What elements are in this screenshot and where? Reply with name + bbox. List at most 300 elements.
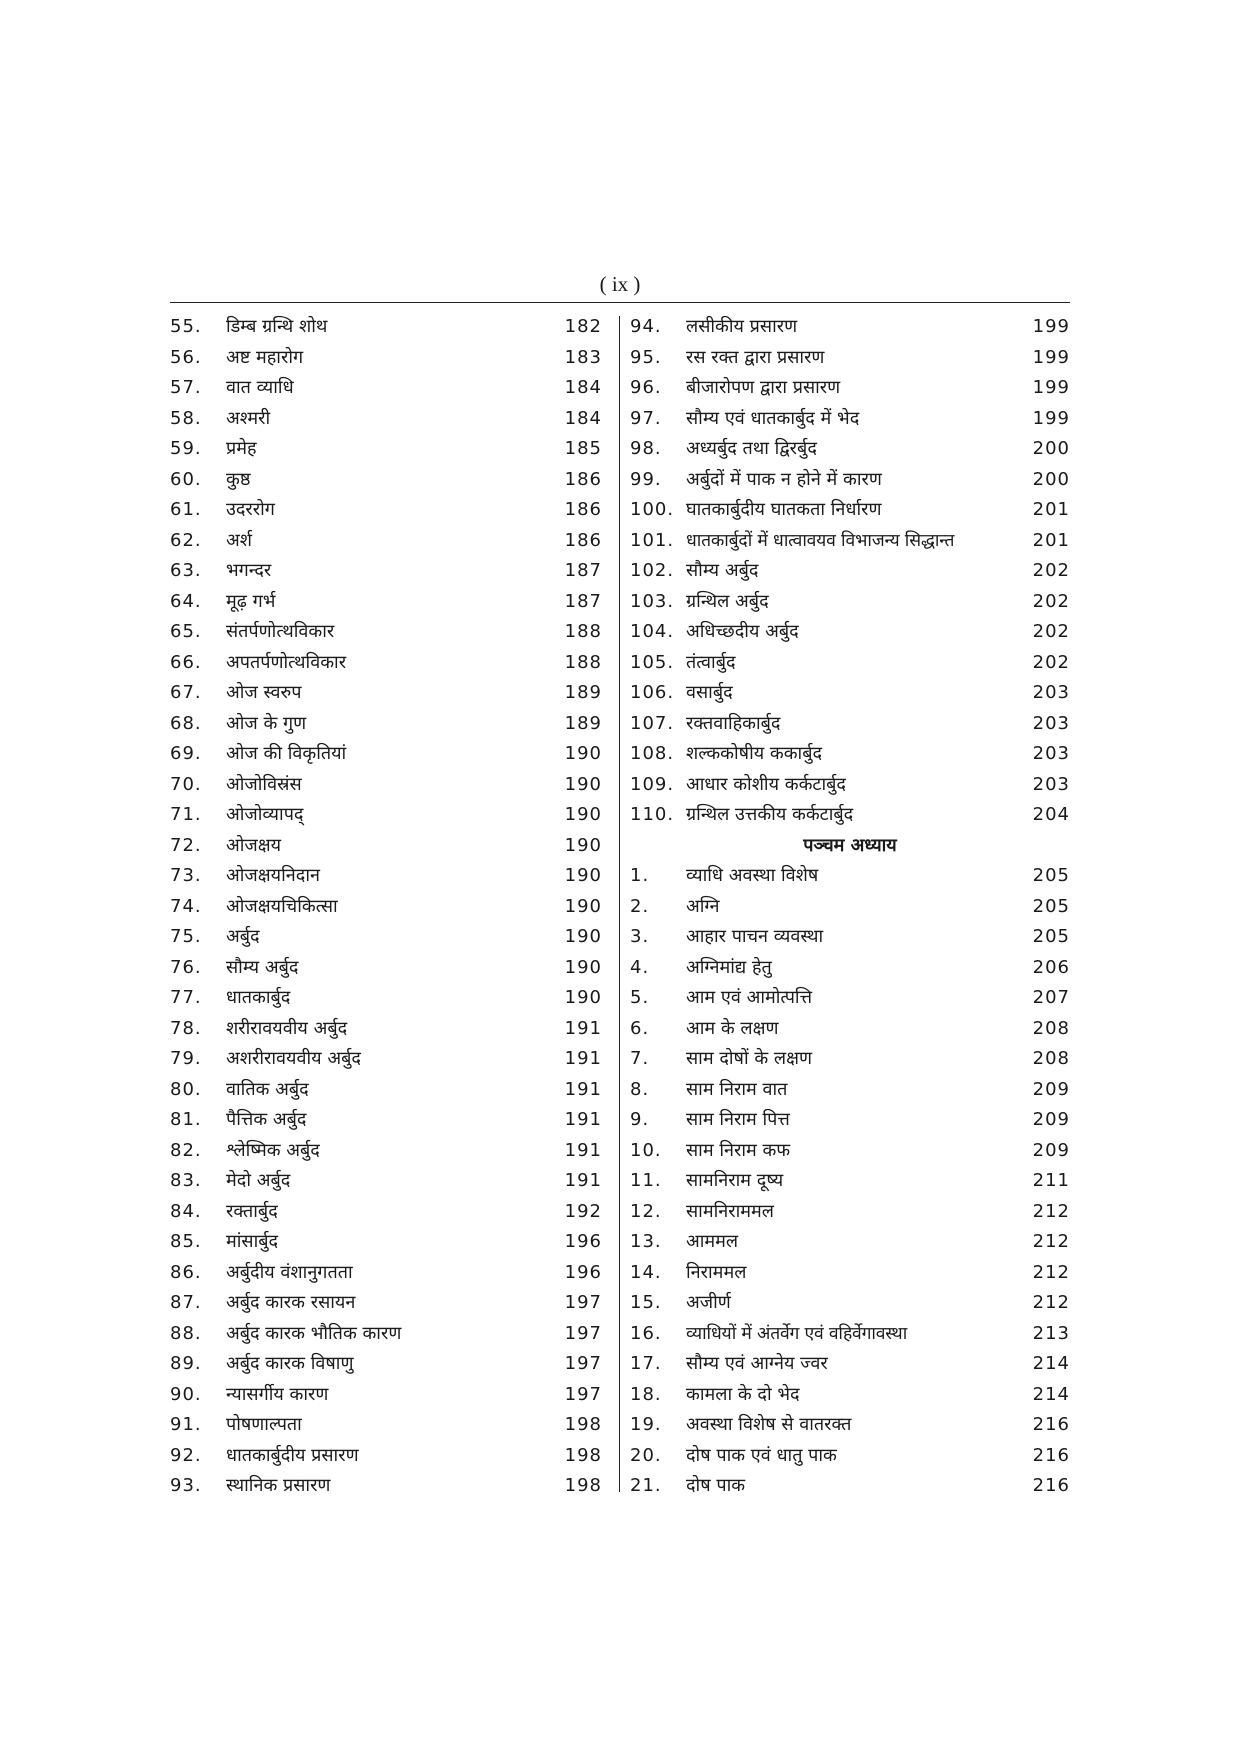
entry-title: व्याधियों में अंतर्वेग एवं वहिर्वेगावस्था bbox=[686, 1323, 908, 1344]
entry-number: 86. bbox=[170, 1261, 202, 1283]
entry-page: 188 bbox=[564, 621, 602, 642]
entry-number: 68. bbox=[170, 712, 202, 734]
toc-entry bbox=[630, 922, 1070, 953]
toc-entry bbox=[630, 1075, 1070, 1106]
toc-entry bbox=[630, 1380, 1070, 1411]
entry-page: 212 bbox=[1032, 1261, 1070, 1283]
entry-number: 108. bbox=[630, 743, 675, 764]
entry-page: 200 bbox=[1032, 438, 1070, 459]
entry-page: 190 bbox=[564, 865, 602, 886]
entry-page: 196 bbox=[564, 1231, 602, 1252]
entry-page: 214 bbox=[1032, 1353, 1070, 1374]
toc-entry bbox=[170, 312, 602, 343]
entry-number: 61. bbox=[170, 499, 202, 520]
entry-title: ओजोव्यापद् bbox=[226, 804, 304, 825]
toc-entry bbox=[170, 739, 602, 770]
toc-entry bbox=[630, 1471, 1070, 1502]
entry-page: 183 bbox=[564, 346, 602, 368]
entry-page: 201 bbox=[1032, 499, 1070, 520]
entry-page: 201 bbox=[1032, 529, 1070, 551]
entry-number: 4. bbox=[630, 956, 650, 978]
entry-page: 216 bbox=[1032, 1475, 1070, 1496]
entry-title: सौम्य एवं आग्नेय ज्वर bbox=[686, 1353, 828, 1374]
toc-entry bbox=[630, 1105, 1070, 1136]
entry-page: 212 bbox=[1032, 1200, 1070, 1222]
toc-entry bbox=[630, 1410, 1070, 1441]
entry-page: 190 bbox=[564, 804, 602, 825]
toc-entry bbox=[630, 343, 1070, 374]
toc-entry bbox=[630, 1044, 1070, 1075]
entry-title: आहार पाचन व्यवस्था bbox=[686, 926, 824, 947]
entry-number: 63. bbox=[170, 560, 202, 581]
entry-number: 102. bbox=[630, 560, 675, 581]
entry-page: 203 bbox=[1032, 712, 1070, 734]
toc-entry bbox=[170, 1197, 602, 1228]
entry-page: 187 bbox=[564, 560, 602, 581]
left-column bbox=[170, 312, 602, 1502]
entry-page: 191 bbox=[564, 1109, 602, 1130]
entry-page: 197 bbox=[564, 1353, 602, 1374]
entry-number: 57. bbox=[170, 377, 202, 398]
entry-page: 190 bbox=[564, 926, 602, 947]
toc-entry bbox=[170, 953, 602, 984]
entry-number: 59. bbox=[170, 438, 202, 459]
entry-title: कामला के दो भेद bbox=[686, 1383, 800, 1405]
entry-page: 203 bbox=[1032, 682, 1070, 703]
entry-page: 198 bbox=[564, 1475, 602, 1496]
entry-page: 198 bbox=[564, 1444, 602, 1466]
entry-number: 69. bbox=[170, 743, 202, 764]
toc-entry bbox=[170, 1319, 602, 1350]
entry-title: दोष पाक एवं धातु पाक bbox=[686, 1444, 837, 1466]
toc-entry bbox=[170, 343, 602, 374]
entry-page: 212 bbox=[1032, 1231, 1070, 1252]
entry-page: 212 bbox=[1032, 1292, 1070, 1313]
entry-page: 197 bbox=[564, 1383, 602, 1405]
entry-number: 16. bbox=[630, 1322, 662, 1344]
entry-title: मूढ़ गर्भ bbox=[226, 590, 276, 612]
toc-entry bbox=[630, 1319, 1070, 1350]
entry-page: 191 bbox=[564, 1048, 602, 1069]
entry-title: अशरीरावयवीय अर्बुद bbox=[226, 1048, 361, 1069]
entry-page: 203 bbox=[1032, 773, 1070, 795]
toc-entry bbox=[170, 1136, 602, 1167]
entry-number: 75. bbox=[170, 926, 202, 947]
entry-number: 72. bbox=[170, 834, 202, 856]
entry-page: 200 bbox=[1032, 468, 1070, 490]
entry-title: शरीरावयवीय अर्बुद bbox=[226, 1017, 348, 1039]
entry-page: 207 bbox=[1032, 987, 1070, 1008]
entry-page: 205 bbox=[1032, 895, 1070, 917]
entry-page: 209 bbox=[1032, 1109, 1070, 1130]
chapter-heading bbox=[630, 831, 1070, 862]
entry-title: ओज के गुण bbox=[226, 712, 307, 734]
toc-entry bbox=[630, 983, 1070, 1014]
entry-title: श्लेष्मिक अर्बुद bbox=[226, 1139, 320, 1161]
entry-title: अग्नि bbox=[686, 895, 720, 917]
entry-number: 20. bbox=[630, 1444, 662, 1466]
entry-title: अर्श bbox=[226, 529, 252, 551]
entry-page: 199 bbox=[1032, 377, 1070, 398]
entry-page: 188 bbox=[564, 651, 602, 673]
entry-title: अर्बुद कारक रसायन bbox=[226, 1292, 356, 1313]
entry-title: अजीर्ण bbox=[686, 1292, 731, 1313]
toc-entry bbox=[630, 1014, 1070, 1045]
toc-entry bbox=[630, 953, 1070, 984]
toc-entry bbox=[170, 892, 602, 923]
entry-number: 62. bbox=[170, 529, 202, 551]
toc-entry bbox=[630, 1197, 1070, 1228]
toc-entry bbox=[630, 648, 1070, 679]
entry-page: 197 bbox=[564, 1292, 602, 1313]
entry-number: 8. bbox=[630, 1078, 650, 1100]
toc-entry bbox=[170, 434, 602, 465]
entry-page: 190 bbox=[564, 956, 602, 978]
entry-title: सौम्य अर्बुद bbox=[226, 956, 299, 978]
entry-number: 100. bbox=[630, 499, 675, 520]
entry-title: अर्बुदीय वंशानुगतता bbox=[226, 1261, 353, 1283]
entry-page: 190 bbox=[564, 987, 602, 1008]
entry-number: 58. bbox=[170, 407, 202, 429]
entry-title: तंत्वार्बुद bbox=[686, 651, 736, 673]
toc-entry bbox=[170, 1349, 602, 1380]
entry-title: सौम्य एवं धातकार्बुद में भेद bbox=[686, 407, 860, 429]
entry-title: लसीकीय प्रसारण bbox=[686, 316, 798, 337]
toc-entry bbox=[170, 1380, 602, 1411]
entry-page: 211 bbox=[1032, 1170, 1070, 1191]
toc-entry bbox=[630, 404, 1070, 435]
entry-number: 71. bbox=[170, 804, 202, 825]
entry-title: पोषणाल्पता bbox=[226, 1414, 302, 1435]
entry-number: 95. bbox=[630, 346, 662, 368]
entry-page: 206 bbox=[1032, 956, 1070, 978]
entry-number: 65. bbox=[170, 621, 202, 642]
toc-entry bbox=[630, 587, 1070, 618]
entry-title: वसार्बुद bbox=[686, 682, 733, 703]
right-column bbox=[630, 312, 1070, 1502]
entry-title: मेदो अर्बुद bbox=[226, 1170, 291, 1191]
entry-page: 182 bbox=[564, 316, 602, 337]
entry-number: 88. bbox=[170, 1322, 202, 1344]
toc-entry bbox=[170, 587, 602, 618]
entry-title: धातकार्बुदीय प्रसारण bbox=[226, 1444, 359, 1466]
toc-entry bbox=[170, 648, 602, 679]
entry-number: 96. bbox=[630, 377, 662, 398]
entry-title: ओजोविस्रंस bbox=[226, 773, 302, 795]
entry-title: आम एवं आमोत्पत्ति bbox=[686, 987, 813, 1008]
page-number: ( ix ) bbox=[599, 272, 641, 296]
entry-page: 196 bbox=[564, 1261, 602, 1283]
entry-page: 185 bbox=[564, 438, 602, 459]
toc-entry bbox=[170, 1166, 602, 1197]
entry-number: 21. bbox=[630, 1475, 662, 1496]
entry-page: 198 bbox=[564, 1414, 602, 1435]
toc-entry bbox=[170, 526, 602, 557]
entry-number: 103. bbox=[630, 590, 675, 612]
entry-title: साम निराम पित्त bbox=[686, 1109, 790, 1130]
entry-number: 10. bbox=[630, 1139, 662, 1161]
toc-entry bbox=[170, 800, 602, 831]
entry-number: 60. bbox=[170, 468, 202, 490]
toc-entry bbox=[170, 617, 602, 648]
entry-title: सामनिराम दूष्य bbox=[686, 1170, 784, 1191]
entry-title: व्याधि अवस्था विशेष bbox=[686, 865, 819, 886]
entry-number: 12. bbox=[630, 1200, 662, 1222]
entry-number: 19. bbox=[630, 1414, 662, 1435]
entry-page: 216 bbox=[1032, 1414, 1070, 1435]
entry-title: निराममल bbox=[686, 1261, 747, 1283]
entry-title: अग्निमांद्य हेतु bbox=[686, 956, 772, 978]
entry-title: ग्रन्थिल अर्बुद bbox=[686, 590, 769, 612]
entry-number: 85. bbox=[170, 1231, 202, 1252]
toc-entry bbox=[170, 709, 602, 740]
entry-title: धातकार्बुदों में धात्वावयव विभाजन्य सिद्धान्त bbox=[686, 530, 955, 551]
entry-title: ग्रन्थिल उत्तकीय कर्कटार्बुद bbox=[686, 804, 854, 825]
entry-number: 106. bbox=[630, 682, 675, 703]
entry-number: 107. bbox=[630, 712, 675, 734]
toc-entry bbox=[630, 770, 1070, 801]
toc-entry bbox=[630, 892, 1070, 923]
toc-entry bbox=[170, 465, 602, 496]
entry-page: 204 bbox=[1032, 804, 1070, 825]
entry-number: 89. bbox=[170, 1353, 202, 1374]
entry-number: 74. bbox=[170, 895, 202, 917]
entry-number: 67. bbox=[170, 682, 202, 703]
entry-title: ओजक्षयनिदान bbox=[226, 865, 320, 886]
entry-page: 190 bbox=[564, 834, 602, 856]
entry-number: 17. bbox=[630, 1353, 662, 1374]
entry-number: 110. bbox=[630, 804, 675, 825]
entry-title: साम निराम वात bbox=[686, 1078, 788, 1100]
entry-number: 93. bbox=[170, 1475, 202, 1496]
entry-number: 84. bbox=[170, 1200, 202, 1222]
entry-title: अर्बुदों में पाक न होने में कारण bbox=[686, 468, 882, 490]
entry-page: 186 bbox=[564, 468, 602, 490]
entry-number: 13. bbox=[630, 1231, 662, 1252]
toc-entry bbox=[630, 312, 1070, 343]
entry-page: 191 bbox=[564, 1139, 602, 1161]
entry-page: 216 bbox=[1032, 1444, 1070, 1466]
toc-entry bbox=[170, 556, 602, 587]
toc-entry bbox=[170, 1227, 602, 1258]
toc-entry bbox=[170, 495, 602, 526]
toc-entry bbox=[630, 1136, 1070, 1167]
entry-page: 189 bbox=[564, 682, 602, 703]
entry-title: वात व्याधि bbox=[226, 377, 294, 398]
entry-page: 209 bbox=[1032, 1139, 1070, 1161]
entry-page: 190 bbox=[564, 743, 602, 764]
toc-entry bbox=[630, 739, 1070, 770]
entry-page: 184 bbox=[564, 407, 602, 429]
entry-title: डिम्ब ग्रन्थि शोथ bbox=[226, 316, 328, 337]
entry-number: 2. bbox=[630, 895, 650, 917]
entry-number: 55. bbox=[170, 316, 202, 337]
entry-title: उदररोग bbox=[226, 499, 275, 520]
entry-title: आधार कोशीय कर्कटार्बुद bbox=[686, 773, 846, 795]
entry-page: 205 bbox=[1032, 926, 1070, 947]
entry-page: 202 bbox=[1032, 621, 1070, 642]
toc-entry bbox=[630, 709, 1070, 740]
entry-title: बीजारोपण द्वारा प्रसारण bbox=[686, 377, 841, 398]
toc-entry bbox=[630, 495, 1070, 526]
entry-number: 81. bbox=[170, 1109, 202, 1130]
entry-title: भगन्दर bbox=[226, 560, 272, 581]
entry-number: 101. bbox=[630, 529, 675, 551]
toc-entry bbox=[170, 770, 602, 801]
entry-title: अर्बुद कारक विषाणु bbox=[226, 1353, 354, 1374]
entry-number: 56. bbox=[170, 346, 202, 368]
toc-entry bbox=[170, 831, 602, 862]
entry-number: 97. bbox=[630, 407, 662, 429]
entry-number: 77. bbox=[170, 987, 202, 1008]
entry-number: 104. bbox=[630, 621, 675, 642]
toc-entry bbox=[630, 800, 1070, 831]
toc-entry bbox=[170, 1471, 602, 1502]
entry-number: 82. bbox=[170, 1139, 202, 1161]
entry-page: 191 bbox=[564, 1078, 602, 1100]
entry-page: 213 bbox=[1032, 1322, 1070, 1344]
entry-number: 80. bbox=[170, 1078, 202, 1100]
toc-entry bbox=[630, 617, 1070, 648]
entry-title: स्थानिक प्रसारण bbox=[226, 1475, 331, 1496]
toc-entry bbox=[630, 1349, 1070, 1380]
entry-title: संतर्पणोत्थविकार bbox=[226, 621, 335, 642]
entry-number: 7. bbox=[630, 1048, 650, 1069]
entry-page: 202 bbox=[1032, 651, 1070, 673]
entry-title: ओज स्वरुप bbox=[226, 682, 302, 703]
entry-title: न्यासर्गीय कारण bbox=[226, 1383, 329, 1405]
entry-page: 203 bbox=[1032, 743, 1070, 764]
toc-entry bbox=[170, 1075, 602, 1106]
entry-title: साम दोषों के लक्षण bbox=[686, 1048, 812, 1069]
entry-number: 70. bbox=[170, 773, 202, 795]
entry-number: 94. bbox=[630, 316, 662, 337]
entry-title: सौम्य अर्बुद bbox=[686, 560, 759, 581]
entry-number: 5. bbox=[630, 987, 650, 1008]
toc-entry bbox=[630, 1258, 1070, 1289]
entry-page: 202 bbox=[1032, 590, 1070, 612]
column-divider bbox=[619, 316, 620, 1492]
entry-number: 78. bbox=[170, 1017, 202, 1039]
entry-page: 197 bbox=[564, 1322, 602, 1344]
entry-title: घातकार्बुदीय घातकता निर्धारण bbox=[686, 499, 882, 520]
entry-title: मांसार्बुद bbox=[226, 1231, 279, 1252]
entry-number: 109. bbox=[630, 773, 675, 795]
entry-number: 3. bbox=[630, 926, 650, 947]
header-rule bbox=[170, 302, 1070, 303]
entry-number: 98. bbox=[630, 438, 662, 459]
toc-entry bbox=[630, 678, 1070, 709]
toc-entry bbox=[170, 1258, 602, 1289]
entry-title: साम निराम कफ bbox=[686, 1139, 791, 1161]
entry-title: अवस्था विशेष से वातरक्त bbox=[686, 1414, 852, 1435]
entry-page: 192 bbox=[564, 1200, 602, 1222]
entry-page: 186 bbox=[564, 529, 602, 551]
entry-title: कुष्ठ bbox=[226, 468, 251, 490]
toc-entry bbox=[630, 861, 1070, 892]
entry-title: ओजक्षयचिकित्सा bbox=[226, 895, 338, 917]
entry-number: 87. bbox=[170, 1292, 202, 1313]
toc-entry bbox=[630, 1227, 1070, 1258]
entry-title: दोष पाक bbox=[686, 1475, 746, 1496]
entry-title: अध्यर्बुद तथा द्विरर्बुद bbox=[686, 438, 817, 459]
entry-title: वातिक अर्बुद bbox=[226, 1078, 309, 1100]
entry-title: अधिच्छदीय अर्बुद bbox=[686, 621, 799, 642]
toc-entry bbox=[170, 1105, 602, 1136]
entry-page: 191 bbox=[564, 1017, 602, 1039]
toc-entry bbox=[630, 434, 1070, 465]
entry-number: 11. bbox=[630, 1170, 662, 1191]
toc-entry bbox=[630, 556, 1070, 587]
entry-title: अर्बुद कारक भौतिक कारण bbox=[226, 1322, 402, 1344]
entry-title: अर्बुद bbox=[226, 926, 260, 947]
entry-page: 186 bbox=[564, 499, 602, 520]
entry-page: 191 bbox=[564, 1170, 602, 1191]
entry-title: आममल bbox=[686, 1231, 739, 1252]
entry-page: 199 bbox=[1032, 407, 1070, 429]
entry-number: 83. bbox=[170, 1170, 202, 1191]
toc-entry bbox=[630, 465, 1070, 496]
entry-number: 79. bbox=[170, 1048, 202, 1069]
entry-title: ओजक्षय bbox=[226, 834, 282, 856]
toc-entry bbox=[170, 1441, 602, 1472]
entry-page: 214 bbox=[1032, 1383, 1070, 1405]
entry-number: 9. bbox=[630, 1109, 650, 1130]
entry-number: 92. bbox=[170, 1444, 202, 1466]
entry-page: 199 bbox=[1032, 346, 1070, 368]
entry-number: 90. bbox=[170, 1383, 202, 1405]
toc-entry bbox=[170, 983, 602, 1014]
entry-number: 91. bbox=[170, 1414, 202, 1435]
toc-entry bbox=[170, 1288, 602, 1319]
entry-page: 190 bbox=[564, 773, 602, 795]
entry-page: 208 bbox=[1032, 1048, 1070, 1069]
entry-title: आम के लक्षण bbox=[686, 1017, 779, 1039]
entry-number: 18. bbox=[630, 1383, 662, 1405]
toc-entry bbox=[630, 1441, 1070, 1472]
entry-title: सामनिराममल bbox=[686, 1200, 775, 1222]
entry-page: 208 bbox=[1032, 1017, 1070, 1039]
entry-title: पैत्तिक अर्बुद bbox=[226, 1109, 307, 1130]
entry-page: 205 bbox=[1032, 865, 1070, 886]
toc-entry bbox=[170, 861, 602, 892]
toc-entry bbox=[170, 1014, 602, 1045]
toc-entry bbox=[170, 922, 602, 953]
toc-entry bbox=[630, 1166, 1070, 1197]
toc-entry bbox=[170, 678, 602, 709]
entry-number: 15. bbox=[630, 1292, 662, 1313]
entry-number: 1. bbox=[630, 865, 650, 886]
entry-number: 64. bbox=[170, 590, 202, 612]
chapter-heading-text: पञ्चम अध्याय bbox=[803, 834, 897, 856]
entry-number: 14. bbox=[630, 1261, 662, 1283]
entry-page: 189 bbox=[564, 712, 602, 734]
entry-number: 66. bbox=[170, 651, 202, 673]
entry-number: 6. bbox=[630, 1017, 650, 1039]
entry-page: 199 bbox=[1032, 316, 1070, 337]
entry-title: रक्तवाहिकार्बुद bbox=[686, 712, 781, 734]
entry-page: 209 bbox=[1032, 1078, 1070, 1100]
entry-title: अश्मरी bbox=[226, 407, 271, 429]
entry-page: 190 bbox=[564, 895, 602, 917]
entry-page: 187 bbox=[564, 590, 602, 612]
entry-title: शल्ककोषीय ककार्बुद bbox=[686, 743, 823, 764]
entry-title: रक्तार्बुद bbox=[226, 1200, 278, 1222]
entry-title: रस रक्त द्वारा प्रसारण bbox=[686, 346, 825, 368]
entry-number: 73. bbox=[170, 865, 202, 886]
toc-entry bbox=[170, 1410, 602, 1441]
entry-number: 99. bbox=[630, 468, 662, 490]
